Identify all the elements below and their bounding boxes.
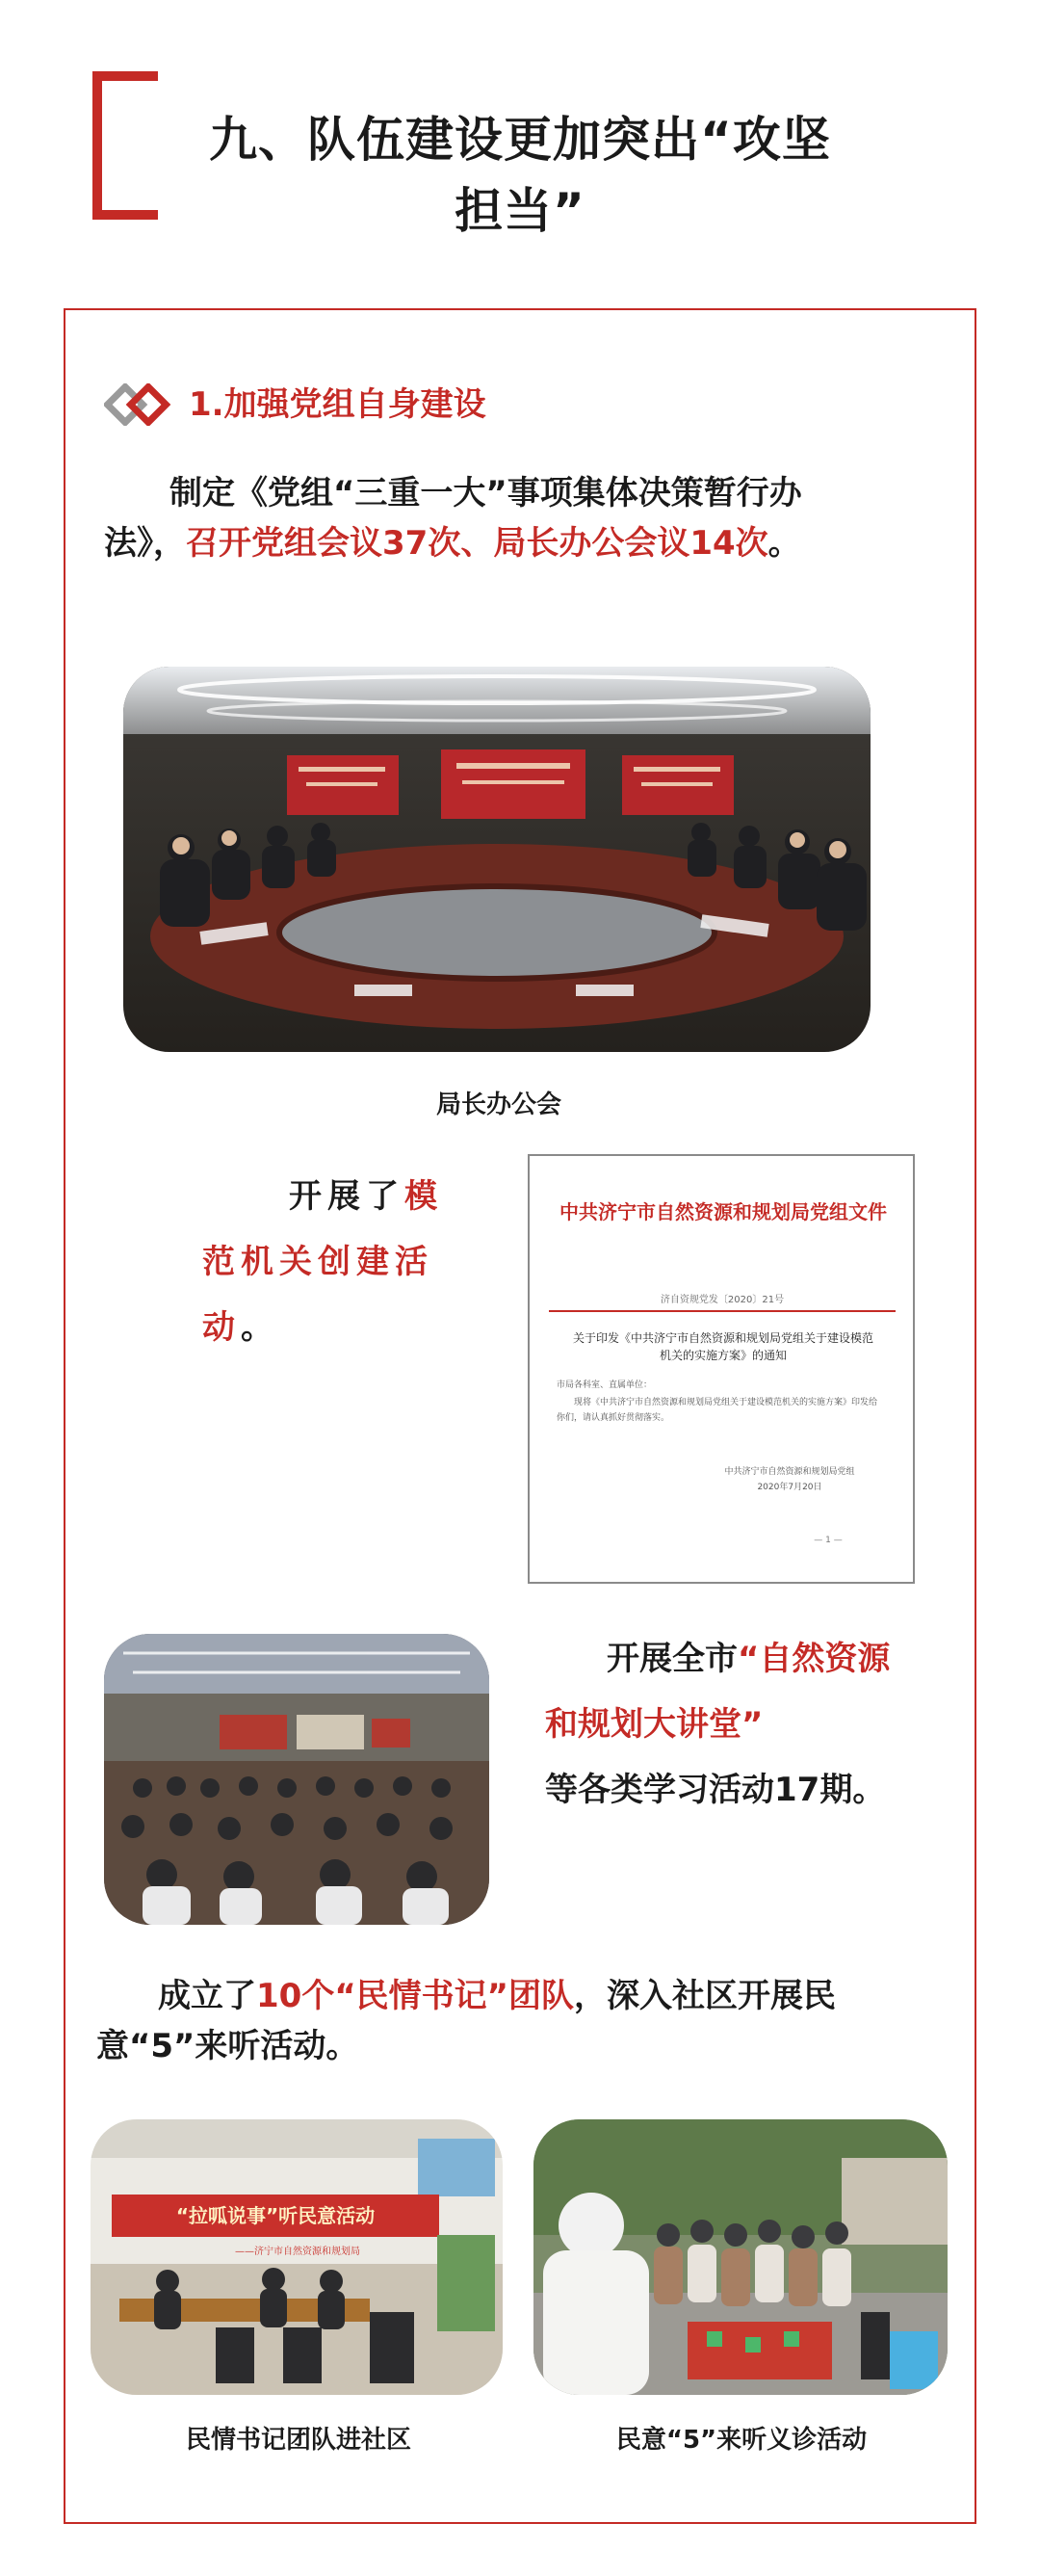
doc-ref: 济自资规党发〔2020〕21号 xyxy=(660,1295,785,1305)
para4-text-2: ，深入社区开展民意“5”来听活动。 xyxy=(96,1977,837,2065)
para1-end: 。 xyxy=(767,524,801,563)
photo-community-visit xyxy=(91,2119,503,2395)
official-document-image xyxy=(528,1154,915,1584)
para4-text-1: 成立了 xyxy=(158,1977,256,2015)
doc-header: 中共济宁市自然资源和规划局党组文件 xyxy=(559,1200,887,1223)
photo-free-clinic xyxy=(533,2119,948,2395)
para2-highlight: 模范机关创建活动 xyxy=(202,1177,443,1347)
paragraph-secretary-teams xyxy=(96,1971,867,2071)
para1-highlight: 召开党组会议37次、局长办公会议14次 xyxy=(186,524,768,563)
doc-salute: 市局各科室、直属单位： xyxy=(557,1380,653,1390)
paragraph-party-rules xyxy=(104,468,855,568)
caption-director-meeting: 局长办公会 xyxy=(435,1091,561,1119)
paragraph-model-organ xyxy=(202,1164,453,1360)
title-line-1: 九、队伍建设更加突出“攻坚 xyxy=(209,112,831,168)
photo-director-meeting xyxy=(123,667,871,1052)
photo-lecture-hall xyxy=(104,1634,489,1925)
para1-text: 制定《党组“三重一大”事项集体决策暂行办法》， xyxy=(104,474,802,563)
para2-text: 开展了 xyxy=(289,1177,404,1216)
doc-date: 2020年7月20日 xyxy=(757,1483,822,1492)
caption-community-visit: 民情书记团队进社区 xyxy=(185,2426,411,2455)
doc-red-rule xyxy=(549,1310,896,1312)
doc-title: 关于印发《中共济宁市自然资源和规划局党组关于建设模范机关的实施方案》的通知 xyxy=(572,1331,873,1362)
section-title: 1.加强党组自身建设 xyxy=(189,385,486,424)
para4-highlight: 10个“民情书记”团队 xyxy=(256,1977,575,2015)
para2-end: 。 xyxy=(241,1308,279,1347)
doc-body: 现将《中共济宁市自然资源和规划局党组关于建设模范机关的实施方案》印发给你们，请认真抓好贯彻落实。 xyxy=(557,1398,878,1423)
doc-page-number: — 1 — xyxy=(814,1536,843,1545)
caption-free-clinic: 民意“5”来听义诊活动 xyxy=(615,2426,868,2455)
doc-signature: 中共济宁市自然资源和规划局党组 xyxy=(724,1467,855,1477)
para3-highlight: “自然资源和规划大讲堂” xyxy=(545,1640,891,1744)
para3-text-1: 开展全市 xyxy=(607,1640,738,1678)
title-line-2: 担当” xyxy=(455,183,585,239)
para3-text-2: 等各类学习活动17期。 xyxy=(545,1771,886,1809)
community-banner-subtext: ——济宁市自然资源和规划局 xyxy=(235,2247,360,2257)
page-title xyxy=(135,104,905,247)
community-banner-text: “拉呱说事”听民意活动 xyxy=(175,2204,376,2227)
paragraph-lecture-series xyxy=(545,1626,911,1823)
diamond-chain-icon xyxy=(104,383,173,426)
